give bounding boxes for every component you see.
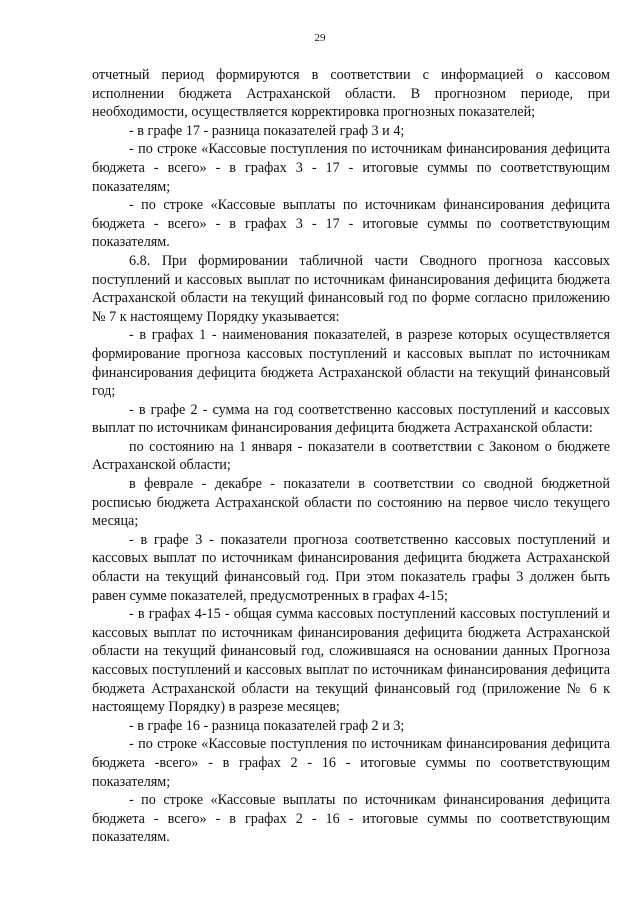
paragraph: - в графе 2 - сумма на год соответственно кассовых поступлений и кассовых выплат по источникам финансирования дефицита бюджета Астраханской области: <box>92 401 610 437</box>
section-paragraph: 6.8. При формировании табличной части Сводного прогноза кассовых поступлений и кассовых выплат по источникам финансирования дефицита бюджета Астраханской области на текущий финансовый год по форме согласно приложению № 7 к настоящему Порядку указывается: <box>92 252 610 325</box>
page-number: 29 <box>314 32 326 44</box>
paragraph: в феврале - декабре - показатели в соответствии со сводной бюджетной росписью бюджета Астраханской области по состоянию на первое число текущего месяца; <box>92 476 610 530</box>
paragraph-continuation: отчетный период формируются в соответствии с информацией о кассовом исполнении бюджета Астраханской области. В прогнозном периоде, при необходимости, осуществляется корректировка прогнозных показателей; <box>92 67 610 121</box>
paragraph: - в графе 16 - разница показателей граф 2 и 3; <box>129 717 405 734</box>
paragraph: - в графах 1 - наименования показателей, в разрезе которых осуществляется формирование прогноза кассовых поступлений и кассовых выплат по источникам финансирования дефицита бюджета Астраханской области на текущий финансовый год; <box>92 327 610 400</box>
paragraph: - в графе 17 - разница показателей граф 3 и 4; <box>129 122 405 139</box>
paragraph: - по строке «Кассовые выплаты по источникам финансирования дефицита бюджета - всего» - в графах 3 - 17 - итоговые суммы по соответствующим показателям. <box>92 197 610 251</box>
document-body <box>92 66 610 847</box>
paragraph: - по строке «Кассовые выплаты по источникам финансирования дефицита бюджета - всего» - в графах 2 - 16 - итоговые суммы по соответствующим показателям. <box>92 792 610 846</box>
paragraph: - в графах 4-15 - общая сумма кассовых поступлений кассовых поступлений и кассовых выплат по источникам финансирования дефицита бюджета Астраханской области на текущий финансовый год, сложившаяся на основании данных Прогноза кассовых поступлений и кассовых выплат по источникам финансирования дефицита бюджета Астраханской области на текущий финансовый год (приложение № 6 к настоящему Порядку) в разрезе месяцев; <box>92 606 610 716</box>
paragraph: - в графе 3 - показатели прогноза соответственно кассовых поступлений и кассовых выплат по источникам финансирования дефицита бюджета Астраханской области на текущий финансовый год. При этом показатель графы 3 должен быть равен сумме показателей, предусмотренных в графах 4-15; <box>92 531 610 604</box>
paragraph: - по строке «Кассовые поступления по источникам финансирования дефицита бюджета - всего» - в графах 3 - 17 - итоговые суммы по соответствующим показателям; <box>92 141 610 195</box>
paragraph: - по строке «Кассовые поступления по источникам финансирования дефицита бюджета -всего» - в графах 2 - 16 - итоговые суммы по соответствующим показателям; <box>92 736 610 790</box>
paragraph: по состоянию на 1 января - показатели в соответствии с Законом о бюджете Астраханской области; <box>92 438 610 474</box>
